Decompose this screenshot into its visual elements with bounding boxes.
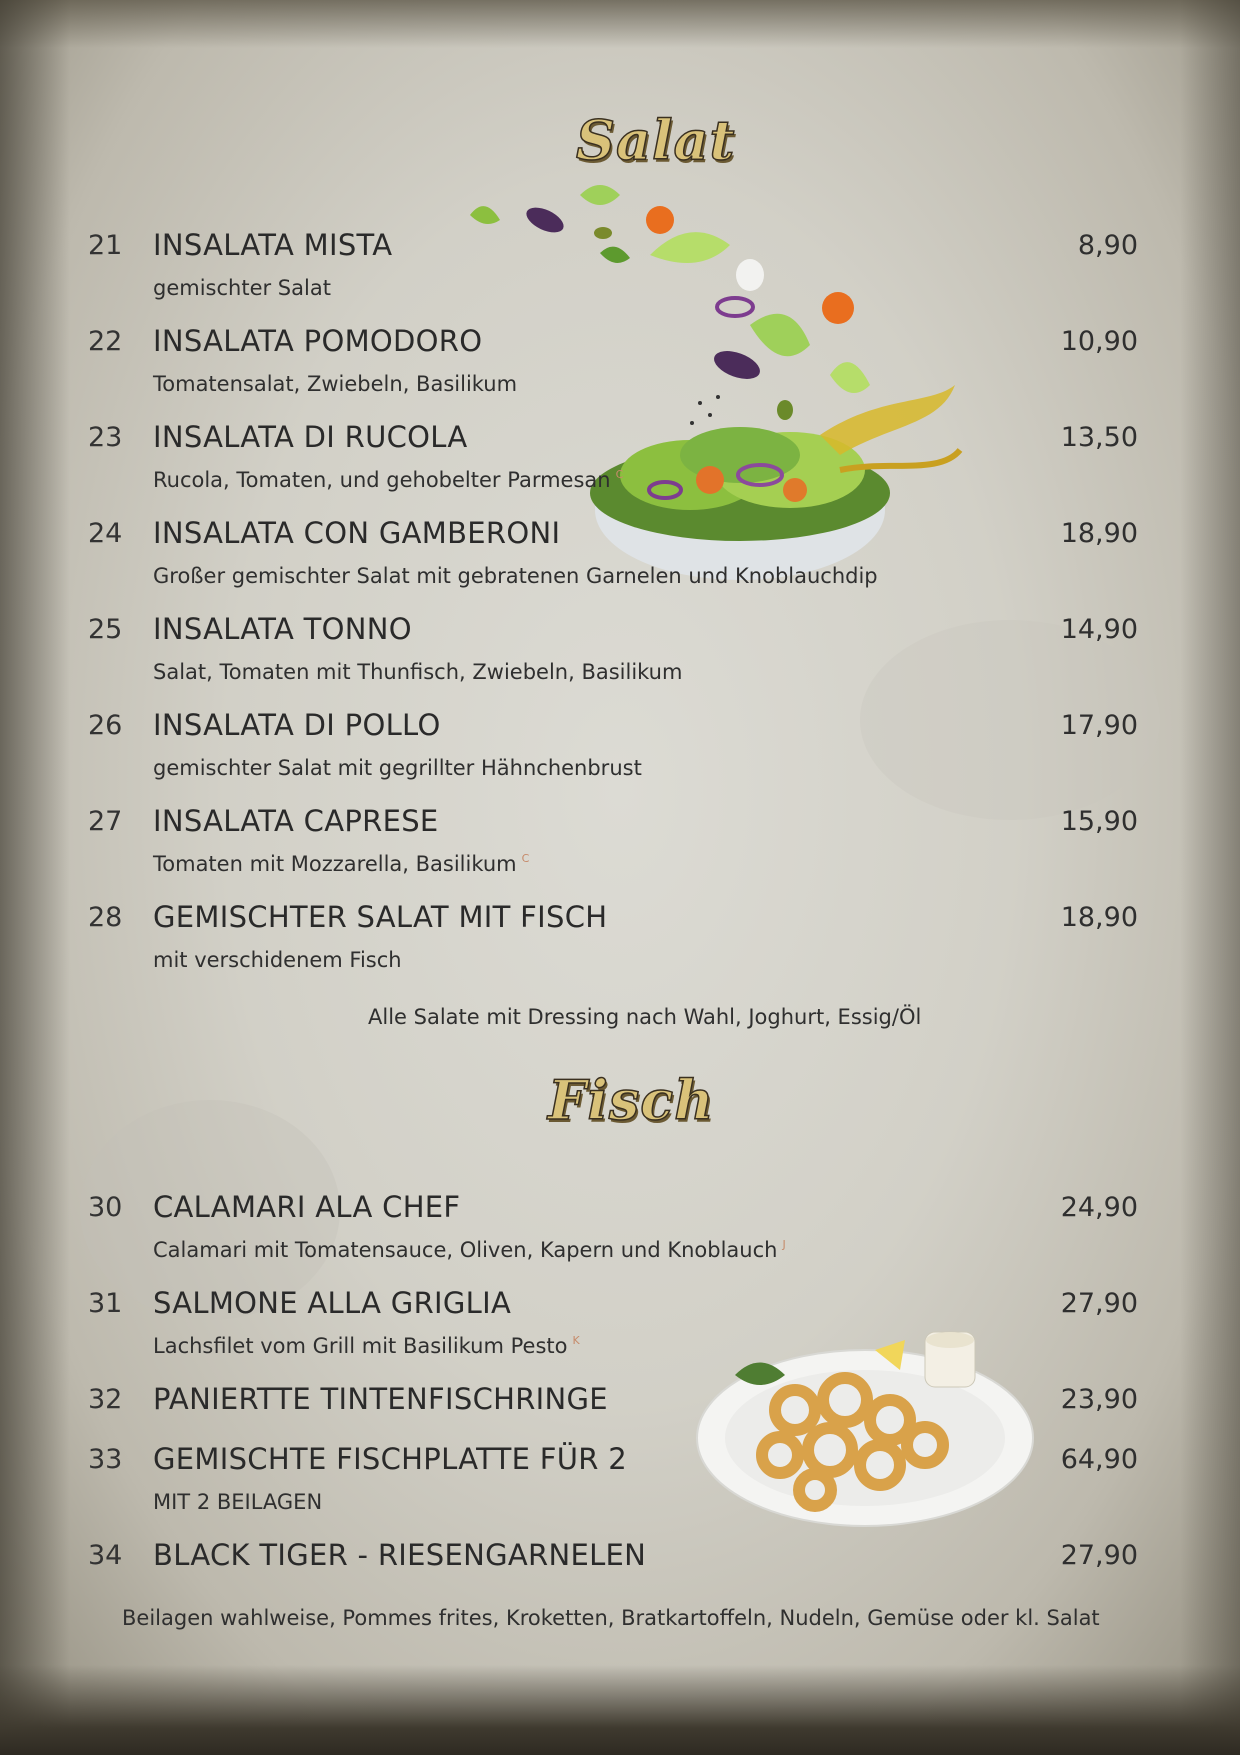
grunge-border-top xyxy=(0,0,1240,48)
item-name: INSALATA DI POLLO xyxy=(153,708,441,742)
item-number: 30 xyxy=(88,1192,123,1223)
fisch-note: Beilagen wahlweise, Pommes frites, Kroketten, Bratkartoffeln, Nudeln, Gemüse oder kl. Salat xyxy=(122,1606,1100,1630)
item-number: 31 xyxy=(88,1288,123,1319)
grunge-border-right xyxy=(1180,0,1240,1755)
item-price: 17,90 xyxy=(1060,710,1138,741)
item-price: 27,90 xyxy=(1060,1288,1138,1319)
item-name: GEMISCHTER SALAT MIT FISCH xyxy=(153,900,608,934)
item-description xyxy=(153,1238,786,1262)
section-title-salat: Salat xyxy=(576,108,736,172)
grunge-border-bottom xyxy=(0,1665,1240,1755)
item-price: 18,90 xyxy=(1060,902,1138,933)
item-name: INSALATA TONNO xyxy=(153,612,412,646)
item-name: PANIERTTE TINTENFISCHRINGE xyxy=(153,1382,608,1416)
item-name: SALMONE ALLA GRIGLIA xyxy=(153,1286,512,1320)
item-description xyxy=(153,852,529,876)
item-description xyxy=(153,468,623,492)
item-price: 18,90 xyxy=(1060,518,1138,549)
item-description: MIT 2 BEILAGEN xyxy=(153,1490,323,1514)
calamari-image xyxy=(695,1320,1035,1530)
item-name: INSALATA CON GAMBERONI xyxy=(153,516,561,550)
allergen-code: K xyxy=(572,1334,580,1347)
item-price: 14,90 xyxy=(1060,614,1138,645)
item-price: 15,90 xyxy=(1060,806,1138,837)
item-name: INSALATA DI RUCOLA xyxy=(153,420,468,454)
item-name: CALAMARI ALA CHEF xyxy=(153,1190,461,1224)
item-description: Großer gemischter Salat mit gebratenen Garnelen und Knoblauchdip xyxy=(153,564,878,588)
item-description: mit verschidenem Fisch xyxy=(153,948,402,972)
item-number: 34 xyxy=(88,1540,123,1571)
allergen-code: C xyxy=(521,852,530,865)
item-number: 25 xyxy=(88,614,123,645)
item-name: INSALATA CAPRESE xyxy=(153,804,439,838)
item-name: INSALATA MISTA xyxy=(153,228,393,262)
description-text: Tomaten mit Mozzarella, Basilikum xyxy=(153,852,517,876)
item-number: 32 xyxy=(88,1384,123,1415)
item-number: 27 xyxy=(88,806,123,837)
item-number: 23 xyxy=(88,422,123,453)
item-number: 21 xyxy=(88,230,123,261)
item-price: 64,90 xyxy=(1060,1444,1138,1475)
item-price: 27,90 xyxy=(1060,1540,1138,1571)
section-title-fisch: Fisch xyxy=(548,1068,715,1132)
item-name: INSALATA POMODORO xyxy=(153,324,483,358)
salat-note: Alle Salate mit Dressing nach Wahl, Joghurt, Essig/Öl xyxy=(368,1005,922,1029)
item-description: Salat, Tomaten mit Thunfisch, Zwiebeln, Basilikum xyxy=(153,660,683,684)
description-text: Calamari mit Tomatensauce, Oliven, Kapern und Knoblauch xyxy=(153,1238,778,1262)
item-description: gemischter Salat mit gegrillter Hähnchenbrust xyxy=(153,756,642,780)
item-price: 13,50 xyxy=(1060,422,1138,453)
allergen-code: C xyxy=(615,468,624,481)
item-price: 10,90 xyxy=(1060,326,1138,357)
description-text: Rucola, Tomaten, und gehobelter Parmesan xyxy=(153,468,611,492)
allergen-code: J xyxy=(782,1238,786,1251)
description-text: Lachsfilet vom Grill mit Basilikum Pesto xyxy=(153,1334,568,1358)
item-number: 22 xyxy=(88,326,123,357)
item-number: 28 xyxy=(88,902,123,933)
item-name: BLACK TIGER - RIESENGARNELEN xyxy=(153,1538,647,1572)
item-number: 26 xyxy=(88,710,123,741)
item-description: gemischter Salat xyxy=(153,276,331,300)
item-description: Tomatensalat, Zwiebeln, Basilikum xyxy=(153,372,518,396)
item-number: 33 xyxy=(88,1444,123,1475)
item-description xyxy=(153,1334,580,1358)
item-price: 24,90 xyxy=(1060,1192,1138,1223)
item-name: GEMISCHTE FISCHPLATTE FÜR 2 xyxy=(153,1442,627,1476)
item-price: 23,90 xyxy=(1060,1384,1138,1415)
grunge-border-left xyxy=(0,0,70,1755)
item-number: 24 xyxy=(88,518,123,549)
item-price: 8,90 xyxy=(1077,230,1138,261)
